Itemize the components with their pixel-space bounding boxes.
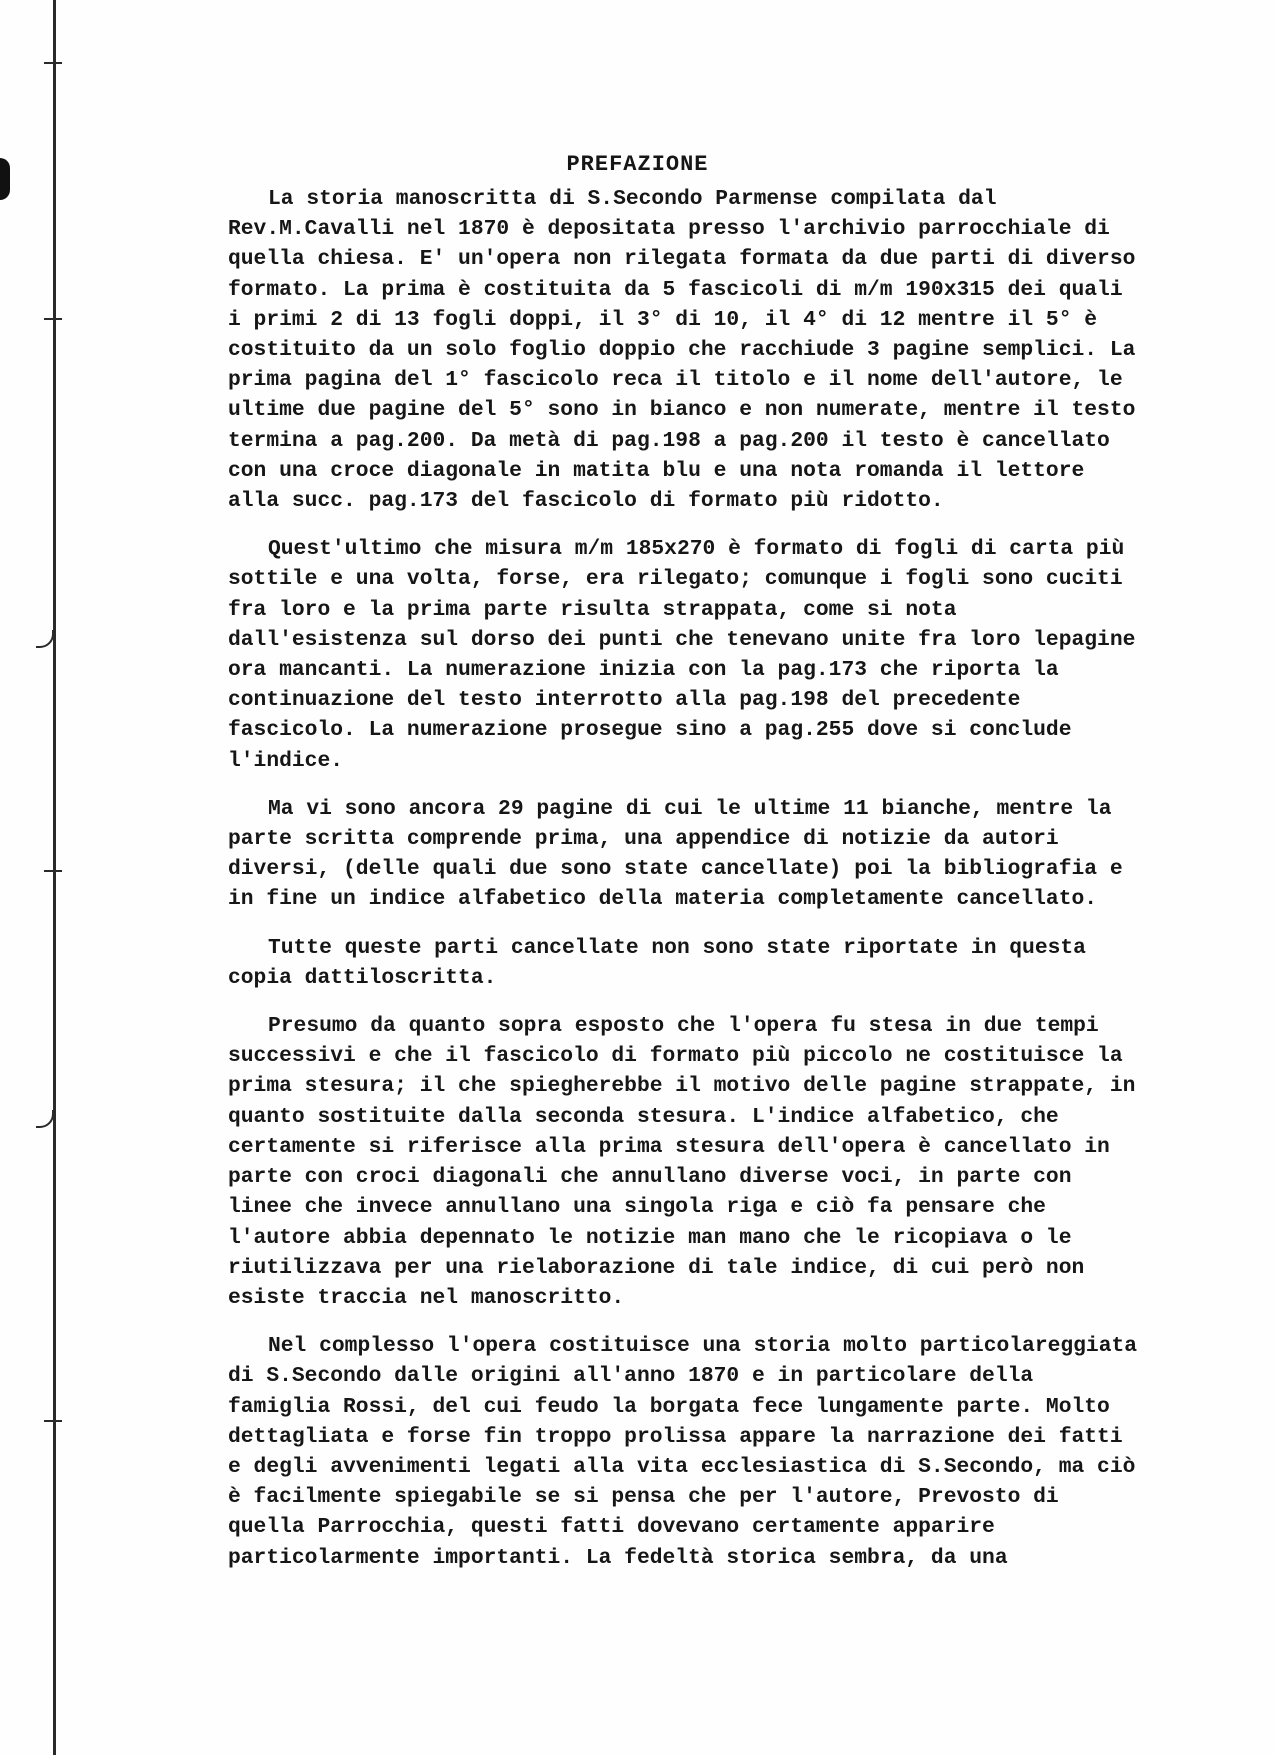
binding-hook [36, 1110, 54, 1128]
page-title: PREFAZIONE [566, 152, 709, 177]
binding-stitch [44, 870, 62, 872]
binding-stitch [44, 62, 62, 64]
body-text [228, 184, 1148, 1591]
binding-stitch [44, 1420, 62, 1422]
paragraph-1: La storia manoscritta di S.Secondo Parmense compilata dal Rev.M.Cavalli nel 1870 è depositata presso l'archivio parrocchiale di quella chiesa. E' un'opera non rilegata formata da due parti di diverso formato. La prima è costituita da 5 fascicoli di m/m 190x315 dei quali i primi 2 di 13 fogli doppi, il 3° di 10, il 4° di 12 mentre il 5° è costituito da un solo foglio doppio che racchiude 3 pagine semplici. La prima pagina del 1° fascicolo reca il titolo e il nome dell'autore, le ultime due pagine del 5° sono in bianco e non numerate, mentre il testo termina a pag.200. Da metà di pag.198 a pag.200 il testo è cancellato con una croce diagonale in matita blu e una nota romanda il lettore alla succ. pag.173 del fascicolo di formato più ridotto. [228, 187, 1136, 514]
paragraph-6: Nel complesso l'opera costituisce una storia molto particolareggiata di S.Secondo dalle origini all'anno 1870 e in particolare della famiglia Rossi, del cui feudo la borgata fece lungamente parte. Molto dettagliata e forse fin troppo prolissa appare la narrazione dei fatti e degli avvenimenti legati alla vita ecclesiastica di S.Secondo, ma ciò è facilmente spiegabile se si pensa che per l'autore, Prevosto di quella Parrocchia, questi fatti dovevano certamente apparire particolarmente importanti. La fedeltà storica sembra, da una [228, 1334, 1138, 1570]
paragraph-3: Ma vi sono ancora 29 pagine di cui le ultime 11 bianche, mentre la parte scritta comprende prima, una appendice di notizie da autori diversi, (delle quali due sono state cancellate) poi la bibliografia e in fine un indice alfabetico della materia completamente cancellato. [228, 796, 1123, 912]
paragraph-2: Quest'ultimo che misura m/m 185x270 è formato di fogli di carta più sottile e una volta, forse, era rilegato; comunque i fogli sono cuciti fra loro e la prima parte risulta strappata, come si nota dall'esistenza sul dorso dei punti che tenevano unite fra loro lepagine ora mancanti. La numerazione inizia con la pag.173 che riporta la continuazione del testo interrotto alla pag.198 del precedente fascicolo. La numerazione prosegue sino a pag.255 dove si conclude l'indice. [228, 537, 1136, 773]
binding-hook [36, 630, 54, 648]
binding-line [53, 0, 56, 1755]
paragraph-4: Tutte queste parti cancellate non sono state riportate in questa copia dattiloscritta. [228, 935, 1086, 990]
paragraph-5: Presumo da quanto sopra esposto che l'opera fu stesa in due tempi successivi e che il fascicolo di formato più piccolo ne costituisce la prima stesura; il che spiegherebbe il motivo delle pagine strappate, in quanto sostituite dalla seconda stesura. L'indice alfabetico, che certamente si riferisce alla prima stesura dell'opera è cancellato in parte con croci diagonali che annullano diverse voci, in parte con linee che invece annullano una singola riga e ciò fa pensare che l'autore abbia depennato le notizie man mano che le ricopiava o le riutilizzava per una rielaborazione di tale indice, di cui però non esiste traccia nel manoscritto. [228, 1014, 1136, 1310]
binding-stitch [44, 318, 62, 320]
